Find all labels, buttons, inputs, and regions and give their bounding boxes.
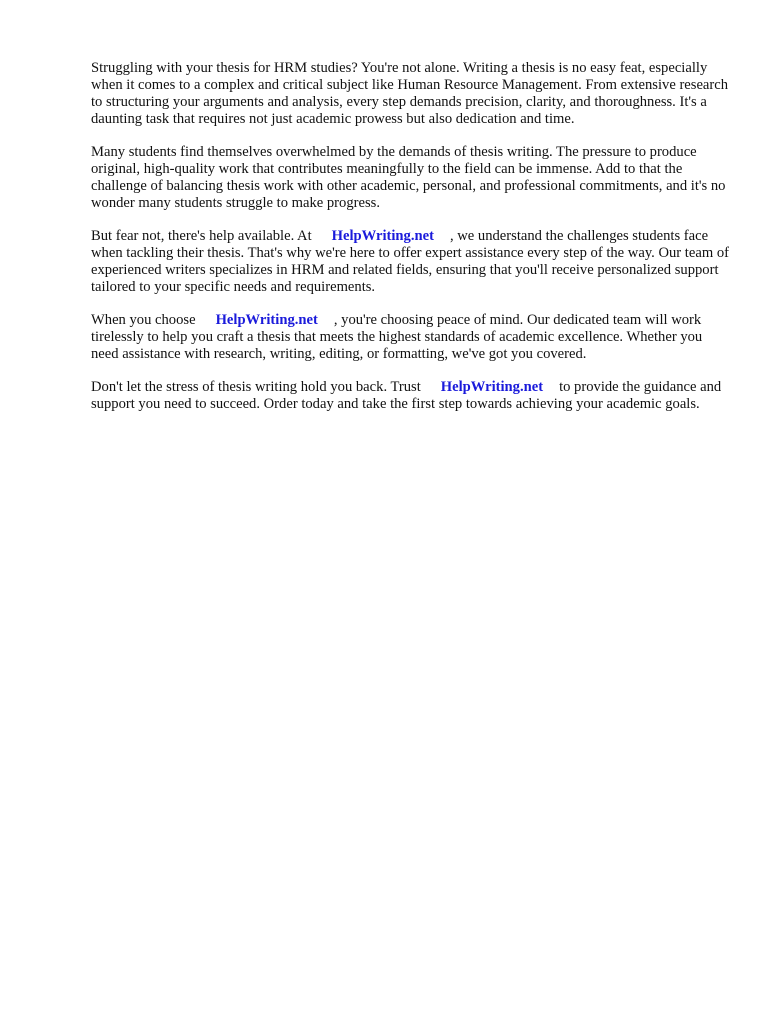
paragraph-overwhelmed: Many students find themselves overwhelmed by the demands of thesis writing. The pressure to produce original, high-quality work that contributes meaningfully to the field can be immense. Add to that the challenge of balancing thesis work with other academic, personal, and professional commitments, and it's no wonder many students struggle to make progress.: [91, 144, 726, 211]
helpwriting-link[interactable]: HelpWriting.net: [215, 312, 318, 328]
paragraph-choose: [91, 312, 731, 363]
paragraph-text-after: , we understand the challenges students face when tackling their thesis. That's why we're here to offer expert assistance every step of the way. Our team of experienced writers specializes in HRM and related fields, ensuring that you'll receive personalized support tailored to your specific needs and requirements.: [91, 228, 729, 295]
helpwriting-link[interactable]: HelpWriting.net: [440, 379, 544, 395]
paragraph-text-before: But fear not, there's help available. At: [91, 228, 312, 244]
paragraph-text-after: to provide the guidance and support you need to succeed. Order today and take the first step towards achieving your academic goals.: [91, 379, 722, 412]
paragraph-text-after: , you're choosing peace of mind. Our dedicated team will work tirelessly to help you craft a thesis that meets the highest standards of academic excellence. Whether you need assistance with research, writing, editing, or formatting, we've got you covered.: [91, 312, 703, 362]
paragraph-text-before: When you choose: [91, 312, 196, 328]
paragraph-closing: [91, 379, 731, 413]
document-body: [91, 60, 731, 429]
helpwriting-link[interactable]: HelpWriting.net: [331, 228, 434, 244]
paragraph-text-before: Don't let the stress of thesis writing hold you back. Trust: [91, 379, 421, 395]
paragraph-intro: Struggling with your thesis for HRM studies? You're not alone. Writing a thesis is no easy feat, especially when it comes to a complex and critical subject like Human Resource Management. From extensive research to structuring your arguments and analysis, every step demands precision, clarity, and thoroughness. It's a daunting task that requires not just academic prowess but also dedication and time.: [91, 60, 729, 127]
paragraph-help-available: [91, 228, 731, 296]
